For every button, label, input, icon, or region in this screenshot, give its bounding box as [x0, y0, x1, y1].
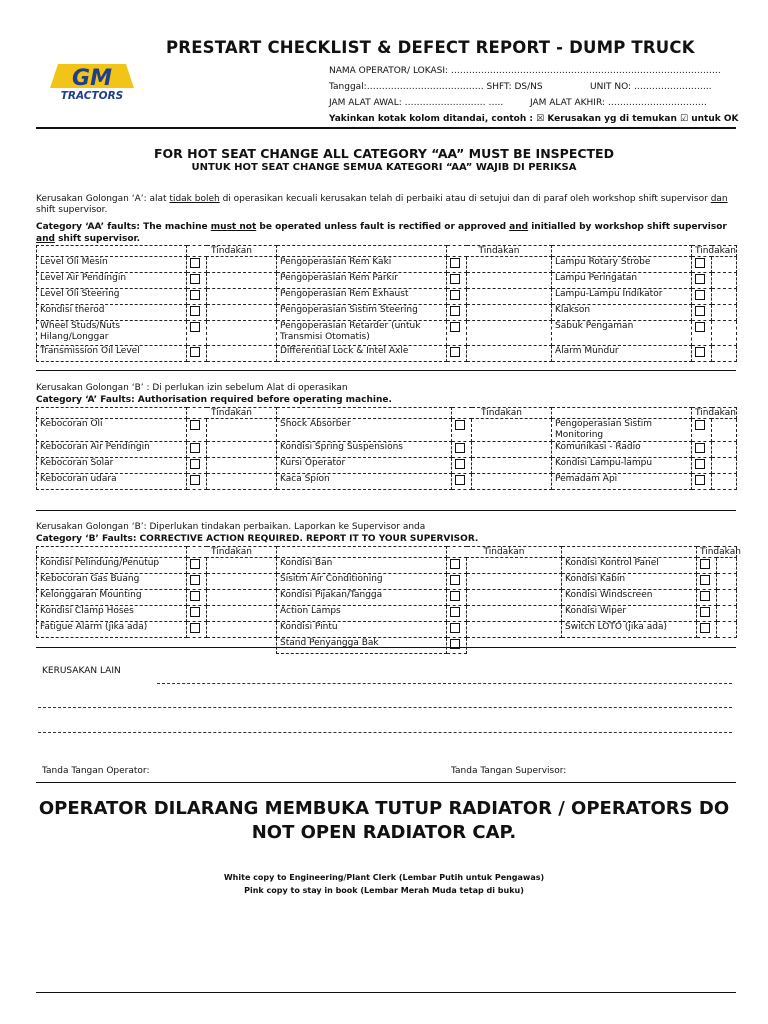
instruction-text: Yakinkan kotak kolom ditandai, contoh : ☒ Kerusakan yg di temukan ☑ untuk OK: [329, 114, 739, 124]
check-item: Level Oli Steering: [37, 289, 187, 305]
check-item: Kondisi Lampu-lampu: [552, 458, 692, 474]
checkbox[interactable]: [190, 420, 200, 430]
divider: [36, 647, 736, 648]
check-item: Klakson: [552, 305, 692, 321]
operator-signature-label: Tanda Tangan Operator:: [42, 766, 150, 776]
tindakan-header: Tindakan: [187, 408, 277, 419]
divider: [36, 127, 736, 129]
checkbox[interactable]: [450, 306, 460, 316]
action-cell[interactable]: [207, 474, 277, 490]
divider: [36, 992, 736, 993]
other-defects-label: KERUSAKAN LAIN: [42, 666, 121, 676]
checkbox[interactable]: [450, 322, 460, 332]
checkbox[interactable]: [700, 607, 710, 617]
check-item: Switch LOTO (jika ada): [562, 622, 697, 638]
action-cell[interactable]: [207, 321, 277, 346]
tindakan-header: Tindakan: [697, 547, 737, 558]
check-item: Pengoperasian Sistim Steering: [277, 305, 447, 321]
checkbox[interactable]: [450, 591, 460, 601]
other-defects-line[interactable]: [38, 732, 732, 733]
check-item: Kondisi Kontrol Panel: [562, 558, 697, 574]
action-cell[interactable]: [467, 305, 552, 321]
check-item: Transmission Oil Level: [37, 346, 187, 362]
section-b-intro-id: Kerusakan Golongan ‘B’: Diperlukan tindakan perbaikan. Laporkan ke Supervisor anda: [36, 522, 426, 532]
section-b-table: [36, 546, 741, 654]
checkbox[interactable]: [450, 274, 460, 284]
action-cell[interactable]: [472, 474, 552, 490]
action-cell[interactable]: [712, 419, 737, 442]
section-aa-intro-id: Kerusakan Golongan ‘A’: alat tidak boleh di operasikan kecuali kerusakan telah di perbaiki atau di setujui dan di paraf oleh workshop shift supervisor dan shift supervisor.: [36, 194, 728, 215]
check-item: Stand Penyangga Bak: [277, 638, 447, 654]
check-item: Pemadam Api: [552, 474, 692, 490]
action-cell[interactable]: [472, 458, 552, 474]
check-item: Fatigue Alarm (jika ada): [37, 622, 187, 638]
check-item: Kebocoran Gas Buang: [37, 574, 187, 590]
checkbox[interactable]: [695, 290, 705, 300]
action-cell[interactable]: [717, 622, 737, 638]
checkbox[interactable]: [695, 306, 705, 316]
check-item: Lampu Rotary Strobe: [552, 257, 692, 273]
checkbox[interactable]: [190, 623, 200, 633]
checkbox[interactable]: [695, 443, 705, 453]
tindakan-header: Tindakan: [692, 408, 737, 419]
checkbox[interactable]: [190, 322, 200, 332]
action-cell[interactable]: [467, 558, 562, 574]
svg-text:TRACTORS: TRACTORS: [60, 90, 124, 102]
check-item: Kondisi Pintu: [277, 622, 447, 638]
check-item: Kondisi Pijakan/Tangga: [277, 590, 447, 606]
check-item: Kondisi Kabin: [562, 574, 697, 590]
checkbox[interactable]: [450, 347, 460, 357]
checkbox[interactable]: [455, 443, 465, 453]
page-title: PRESTART CHECKLIST & DEFECT REPORT - DUMP TRUCK: [166, 38, 695, 57]
check-item: Kaca Spion: [277, 474, 452, 490]
empty-cell: [37, 638, 187, 654]
checkbox[interactable]: [700, 623, 710, 633]
check-item: Kursi Operator: [277, 458, 452, 474]
checkbox[interactable]: [455, 475, 465, 485]
section-a-table: [36, 407, 737, 490]
checkbox[interactable]: [190, 559, 200, 569]
checkbox[interactable]: [190, 443, 200, 453]
check-item: Kondisi therod: [37, 305, 187, 321]
checkbox[interactable]: [695, 322, 705, 332]
section-a-intro-en: Category ‘A’ Faults: Authorisation required before operating machine.: [36, 395, 392, 405]
check-item: Kondisi Windscreen: [562, 590, 697, 606]
checkbox[interactable]: [190, 607, 200, 617]
check-item: Pengoperasian Rem Kaki: [277, 257, 447, 273]
other-defects-line[interactable]: [38, 707, 732, 708]
action-cell[interactable]: [712, 257, 737, 273]
check-item: Pengoperasian Retarder (untuk Transmisi Otomatis): [277, 321, 447, 346]
action-cell[interactable]: [472, 442, 552, 458]
divider: [36, 510, 736, 511]
radiator-warning: OPERATOR DILARANG MEMBUKA TUTUP RADIATOR / OPERATORS DO NOT OPEN RADIATOR CAP.: [38, 798, 730, 843]
checkbox[interactable]: [450, 559, 460, 569]
action-cell[interactable]: [207, 622, 277, 638]
action-cell[interactable]: [717, 590, 737, 606]
checkbox[interactable]: [450, 258, 460, 268]
action-cell[interactable]: [207, 590, 277, 606]
checkbox[interactable]: [455, 420, 465, 430]
checkbox[interactable]: [695, 258, 705, 268]
action-cell[interactable]: [467, 622, 562, 638]
check-item: Pengoperasian Sistim Monitoring: [552, 419, 692, 442]
action-cell[interactable]: [712, 273, 737, 289]
action-cell[interactable]: [717, 558, 737, 574]
action-cell[interactable]: [467, 606, 562, 622]
checkbox[interactable]: [700, 575, 710, 585]
checkbox[interactable]: [450, 607, 460, 617]
action-cell[interactable]: [207, 419, 277, 442]
svg-text:GM: GM: [72, 66, 112, 91]
checkbox[interactable]: [695, 475, 705, 485]
action-cell[interactable]: [717, 606, 737, 622]
checkbox[interactable]: [190, 459, 200, 469]
check-item: Level Air Pendingin: [37, 273, 187, 289]
checkbox[interactable]: [190, 274, 200, 284]
check-item: Kondisi Clamp Hoses: [37, 606, 187, 622]
divider: [36, 370, 736, 371]
check-item: Lampu-Lampu Indikator: [552, 289, 692, 305]
other-defects-line[interactable]: [157, 683, 732, 684]
action-cell[interactable]: [717, 574, 737, 590]
action-cell[interactable]: [712, 442, 737, 458]
white-copy-note: White copy to Engineering/Plant Clerk (Lembar Putih untuk Pengawas): [223, 873, 545, 882]
checkbox[interactable]: [190, 290, 200, 300]
action-cell[interactable]: [207, 442, 277, 458]
operator-field[interactable]: NAMA OPERATOR/ LOKASI: ………………………………………………………………………………: [329, 66, 721, 76]
check-item: Action Lamps: [277, 606, 447, 622]
action-cell[interactable]: [712, 458, 737, 474]
tindakan-header: Tindakan: [187, 246, 277, 257]
checkbox[interactable]: [190, 575, 200, 585]
check-item: Kebocoran Oli: [37, 419, 187, 442]
check-item: Sabuk Pengaman: [552, 321, 692, 346]
action-cell[interactable]: [207, 574, 277, 590]
check-item: Wheel Studs/Nuts Hilang/Longgar: [37, 321, 187, 346]
section-a-intro-id: Kerusakan Golongan ‘B’ : Di perlukan izin sebelum Alat di operasikan: [36, 383, 348, 393]
check-item: Pengoperasian Rem Parkir: [277, 273, 447, 289]
hot-seat-heading-en: FOR HOT SEAT CHANGE ALL CATEGORY “AA” MUST BE INSPECTED: [154, 146, 614, 161]
gm-tractors-logo: [44, 62, 140, 102]
checkbox[interactable]: [190, 347, 200, 357]
checkbox[interactable]: [450, 623, 460, 633]
check-item: Lampu Peringatan: [552, 273, 692, 289]
check-item: Kondisi Wiper: [562, 606, 697, 622]
action-cell[interactable]: [712, 289, 737, 305]
check-item: Sisitm Air Conditioning: [277, 574, 447, 590]
hm-start-field[interactable]: JAM ALAT AWAL: ……………………… …..: [329, 98, 504, 108]
action-cell[interactable]: [467, 590, 562, 606]
check-item: Komunikasi - Radio: [552, 442, 692, 458]
action-cell[interactable]: [207, 558, 277, 574]
tindakan-header: Tindakan: [447, 246, 552, 257]
tindakan-header: Tindakan: [692, 246, 737, 257]
checkbox[interactable]: [700, 559, 710, 569]
action-cell[interactable]: [472, 419, 552, 442]
section-b-intro-en: Category ‘B’ Faults: CORRECTIVE ACTION REQUIRED. REPORT IT TO YOUR SUPERVISOR.: [36, 534, 479, 544]
action-cell[interactable]: [207, 606, 277, 622]
action-cell[interactable]: [207, 458, 277, 474]
checkbox[interactable]: [700, 591, 710, 601]
check-item: Kondisi Spring Suspensions: [277, 442, 452, 458]
check-item: Differential Lock & Intel Axle: [277, 346, 447, 362]
supervisor-signature-label: Tanda Tangan Supervisor:: [451, 766, 567, 776]
action-cell[interactable]: [207, 273, 277, 289]
checkbox[interactable]: [190, 475, 200, 485]
check-item: Pengoperasian Rem Exhaust: [277, 289, 447, 305]
divider: [36, 782, 736, 783]
check-item: Shock Absorber: [277, 419, 452, 442]
action-cell[interactable]: [712, 321, 737, 346]
checkbox[interactable]: [695, 459, 705, 469]
action-cell[interactable]: [712, 305, 737, 321]
action-cell[interactable]: [207, 257, 277, 273]
check-item: Kebocoran Air Pendingin: [37, 442, 187, 458]
action-cell[interactable]: [467, 346, 552, 362]
check-item: Kebocoran udara: [37, 474, 187, 490]
check-item: Kondisi Pelindung/Penutup: [37, 558, 187, 574]
section-aa-intro-en: Category ‘AA’ faults: The machine must not be operated unless fault is rectified or approved and initialled by workshop shift supervisor and shift supervisor.: [36, 222, 727, 244]
action-cell[interactable]: [207, 346, 277, 362]
action-cell[interactable]: [712, 346, 737, 362]
checkbox[interactable]: [695, 420, 705, 430]
tindakan-header: Tindakan: [187, 547, 277, 558]
action-cell[interactable]: [207, 289, 277, 305]
tindakan-header: Tindakan: [447, 547, 562, 558]
checkbox[interactable]: [450, 290, 460, 300]
pink-copy-note: Pink copy to stay in book (Lembar Merah Muda tetap di buku): [244, 886, 524, 895]
check-item: Kebocoran Solar: [37, 458, 187, 474]
checkbox[interactable]: [190, 258, 200, 268]
unit-no-field[interactable]: UNIT NO: ……………………..: [590, 82, 712, 92]
action-cell[interactable]: [712, 474, 737, 490]
check-item: Alarm Mundur: [552, 346, 692, 362]
action-cell[interactable]: [467, 273, 552, 289]
check-item: Kondisi Ban: [277, 558, 447, 574]
checkbox[interactable]: [190, 306, 200, 316]
check-item: Kelonggaran Mounting: [37, 590, 187, 606]
action-cell[interactable]: [467, 321, 552, 346]
action-cell[interactable]: [467, 257, 552, 273]
action-cell[interactable]: [467, 574, 562, 590]
date-shift-field[interactable]: Tanggal:………………………………… SHFT: DS/NS: [329, 82, 543, 92]
check-item: Level Oli Mesin: [37, 257, 187, 273]
checkbox[interactable]: [455, 459, 465, 469]
hm-end-field[interactable]: JAM ALAT AKHIR: ……………………………: [530, 98, 707, 108]
checkbox[interactable]: [190, 591, 200, 601]
action-cell[interactable]: [467, 289, 552, 305]
action-cell[interactable]: [207, 305, 277, 321]
checkbox[interactable]: [695, 347, 705, 357]
tindakan-header: Tindakan: [452, 408, 552, 419]
hot-seat-heading-id: UNTUK HOT SEAT CHANGE SEMUA KATEGORI “AA” WAJIB DI PERIKSA: [191, 162, 577, 173]
checkbox[interactable]: [450, 575, 460, 585]
section-aa-table: [36, 245, 737, 362]
checkbox[interactable]: [695, 274, 705, 284]
